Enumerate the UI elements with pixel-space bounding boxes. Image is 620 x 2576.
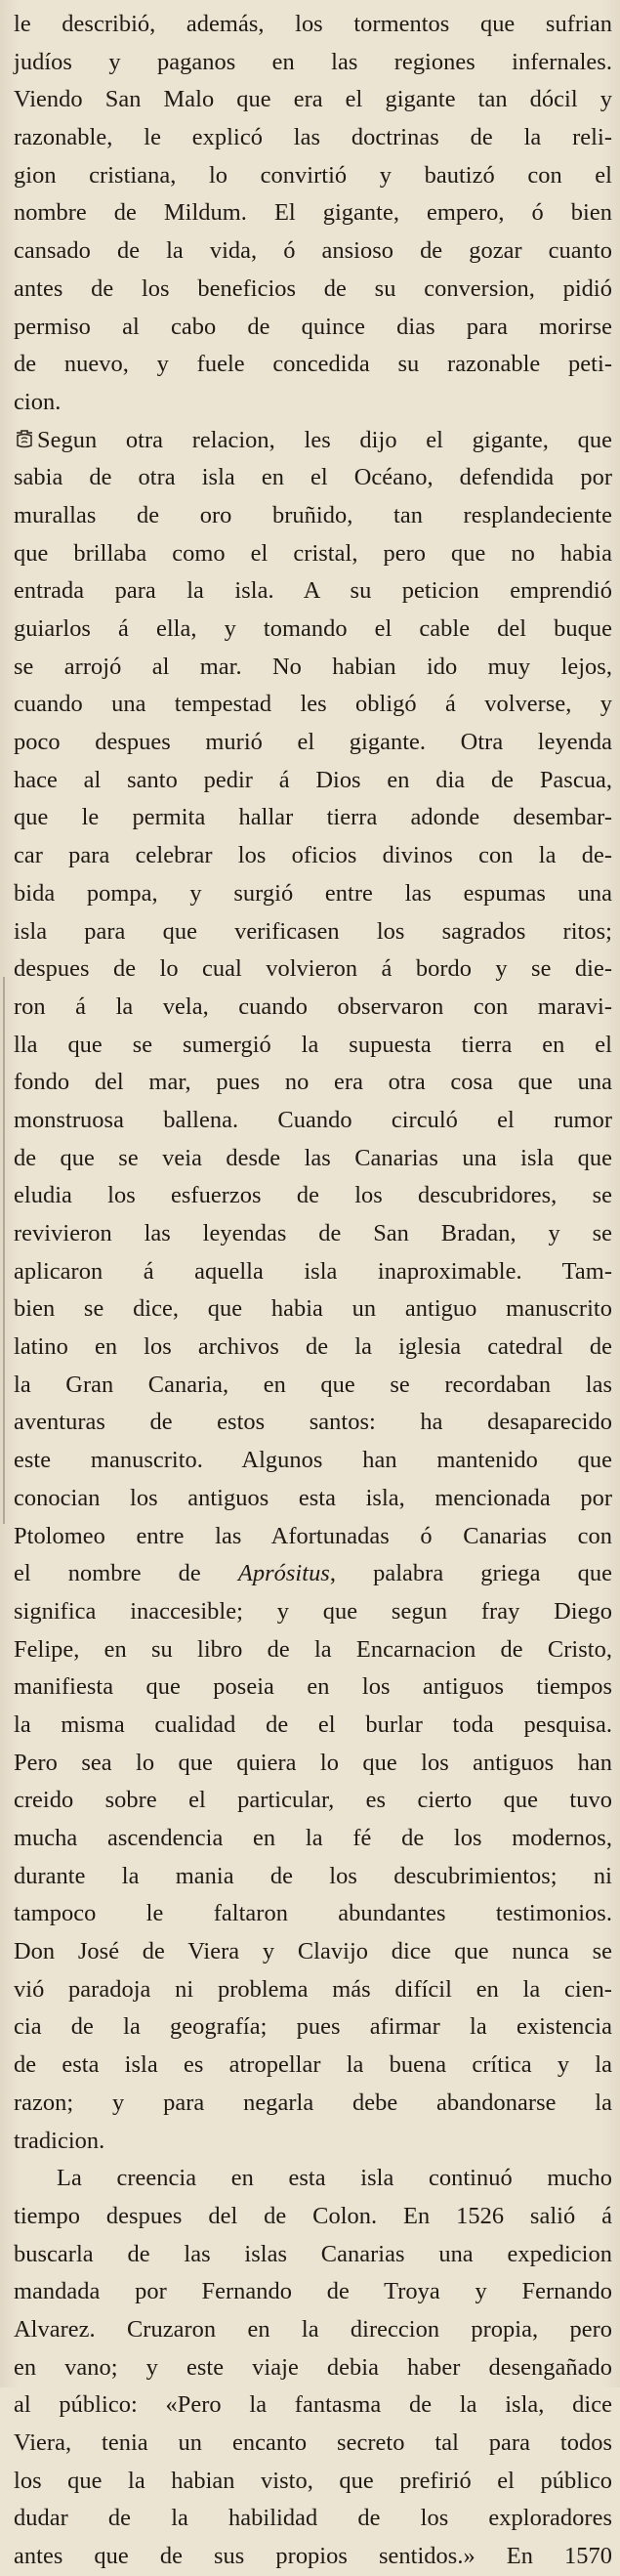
article-body <box>14 6 612 2576</box>
text-line-content: Viendo San Malo que era el gigante tan dócil y <box>14 86 612 113</box>
margin-rule <box>3 977 5 1524</box>
text-line-content: creido sobre el particular, es cierto que tuvo <box>14 1787 612 1814</box>
text-line <box>14 1745 612 1783</box>
text-line-content: fondo del mar, pues no era otra cosa que una <box>14 1069 612 1096</box>
text-line-content: durante la mania de los descubrimientos; ni <box>14 1862 612 1889</box>
text-line <box>14 1404 612 1442</box>
text-line-content: guiarlos á ella, y tomando el cable del buque <box>14 615 612 642</box>
text-line <box>14 724 612 762</box>
text-line <box>14 459 612 497</box>
text-line <box>14 2160 612 2198</box>
text-line <box>14 1593 612 1631</box>
text-line <box>14 2085 612 2123</box>
text-line-content: monstruosa ballena. Cuando circuló el rumor <box>14 1106 612 1133</box>
text-line-content: la misma cualidad de el burlar toda pesquisa. <box>14 1710 612 1738</box>
italic-term: Aprósitus <box>237 1560 330 1587</box>
text-line <box>14 1820 612 1858</box>
text-line <box>14 2123 612 2161</box>
text-line-content: judíos y paganos en las regiones infernales. <box>14 48 612 75</box>
text-line <box>14 6 612 44</box>
text-line-content: Pero sea lo que quiera lo que los antiguos han <box>14 1749 612 1776</box>
text-line <box>14 1215 612 1253</box>
text-line-content: antes de los beneficios de su conversion, pidió <box>14 274 612 302</box>
text-line <box>14 384 612 422</box>
text-line <box>14 1631 612 1669</box>
text-line-content: razonable, le explicó las doctrinas de la reli- <box>14 124 612 151</box>
text-line-content: la Gran Canaria, en que se recordaban las <box>14 1371 612 1398</box>
text-line <box>14 611 612 649</box>
text-line-content: Ptolomeo entre las Afortunadas ó Canarias con <box>14 1522 612 1549</box>
text-line-content: tampoco le faltaron abundantes testimonios. <box>14 1900 612 1927</box>
text-line-content: cansado de la vida, ó ansioso de gozar cuanto <box>14 237 612 265</box>
text-line <box>14 2349 612 2387</box>
text-line <box>14 913 612 951</box>
text-line <box>14 1707 612 1745</box>
text-line <box>14 950 612 989</box>
text-line <box>14 2008 612 2047</box>
text-line-content: razon; y para negarla debe abandonarse la <box>14 2089 612 2116</box>
text-line-content: despues de lo cual volvieron á bordo y se die- <box>14 955 612 983</box>
text-line <box>14 1253 612 1291</box>
text-line <box>14 2386 612 2425</box>
paragraph-ornament-icon <box>14 429 35 450</box>
text-line <box>14 81 612 119</box>
text-line <box>14 1971 612 2009</box>
text-line-content: buscarla de las islas Canarias una expedicion <box>14 2240 612 2267</box>
text-line-content: car para celebrar los oficios divinos con la de- <box>14 842 612 869</box>
text-line <box>14 799 612 837</box>
text-line-content: hace al santo pedir á Dios en dia de Pascua, <box>14 766 612 793</box>
text-line <box>14 649 612 687</box>
text-line <box>14 572 612 611</box>
text-line-content: La creencia en esta isla continuó mucho <box>57 2165 612 2192</box>
text-line-content: cia de la geografía; pues afirmar la existencia <box>14 2013 612 2041</box>
text-line-content: revivieron las leyendas de San Bradan, y se <box>14 1220 612 1246</box>
text-line <box>14 1668 612 1707</box>
text-line-content: permiso al cabo de quince dias para morirse <box>14 313 612 340</box>
text-line-content: aventuras de estos santos: ha desaparecido <box>14 1409 612 1436</box>
text-line-content: el nombre de Aprósitus, palabra griega que <box>14 1560 612 1587</box>
text-line <box>14 2500 612 2538</box>
text-line-content: dudar de la habilidad de los exploradores <box>14 2505 612 2532</box>
text-line-content: isla para que verificasen los sagrados ritos; <box>14 917 612 945</box>
text-line <box>14 271 612 309</box>
text-line-content: poco despues murió el gigante. Otra leyenda <box>14 729 612 756</box>
text-line-content: nombre de Mildum. El gigante, empero, ó bien <box>14 199 612 227</box>
text-line <box>14 44 612 82</box>
text-line-content: de que se veia desde las Canarias una isla que <box>14 1144 612 1171</box>
text-line-content: lla que se sumergió la supuesta tierra en el <box>14 1031 612 1058</box>
text-line-content: bida pompa, y surgió entre las espumas una <box>14 879 612 907</box>
text-line-content: tradicion. <box>14 2127 105 2154</box>
text-line <box>14 1933 612 1971</box>
text-line-content: Felipe, en su libro de la Encarnacion de Cristo, <box>14 1635 612 1663</box>
text-line-content: los que la habian visto, que prefirió el público <box>14 2467 612 2494</box>
text-line <box>14 2236 612 2274</box>
text-line <box>14 309 612 347</box>
text-line <box>14 2463 612 2501</box>
text-line-content: que le permita hallar tierra adonde desembar- <box>14 804 612 831</box>
text-line-content: murallas de oro bruñido, tan resplandeciente <box>14 501 612 528</box>
text-line <box>14 837 612 875</box>
text-line-content: Viera, tenia un encanto secreto tal para todos <box>14 2429 612 2456</box>
text-line-content: conocian los antiguos esta isla, mencionada por <box>14 1484 612 1511</box>
text-line <box>14 422 612 460</box>
text-line <box>14 535 612 573</box>
text-line-content: sabia de otra isla en el Océano, defendida por <box>14 464 612 491</box>
text-line <box>14 1367 612 1405</box>
text-line <box>14 1290 612 1329</box>
text-line-content: este manuscrito. Algunos han mantenido que <box>14 1447 612 1474</box>
text-line <box>14 1102 612 1140</box>
text-line-content: se arrojó al mar. No habian ido muy lejos, <box>14 653 612 680</box>
text-line <box>14 1064 612 1102</box>
text-line <box>14 194 612 232</box>
text-line <box>14 1027 612 1065</box>
text-line <box>14 989 612 1027</box>
text-line-content: vió paradoja ni problema más difícil en la cien- <box>14 1975 612 2003</box>
text-line-content: significa inaccesible; y que segun fray Diego <box>14 1597 612 1625</box>
text-line-content: Alvarez. Cruzaron en la direccion propia, pero <box>14 2315 612 2343</box>
text-line <box>14 2538 612 2576</box>
text-line-content: ron á la vela, cuando observaron con maravi- <box>14 992 612 1020</box>
text-line <box>14 157 612 195</box>
text-line-content: bien se dice, que habia un antiguo manuscrito <box>14 1295 612 1323</box>
text-line <box>14 1442 612 1480</box>
text-line <box>14 1177 612 1215</box>
text-line-content: mucha ascendencia en la fé de los modernos, <box>14 1825 612 1851</box>
text-line-content: aplicaron á aquella isla inaproximable. Tam- <box>14 1257 612 1285</box>
text-line-content: Don José de Viera y Clavijo dice que nunca se <box>14 1938 612 1965</box>
text-line <box>14 1329 612 1367</box>
text-line <box>14 1140 612 1178</box>
text-line-content: de nuevo, y fuele concedida su razonable peti- <box>14 351 612 378</box>
text-line <box>14 1555 612 1593</box>
text-line-content: antes que de sus propios sentidos.» En 1570 <box>14 2543 612 2570</box>
text-line-content: eludia los esfuerzos de los descubridores, se <box>14 1182 612 1209</box>
text-line <box>14 2425 612 2463</box>
text-line <box>14 1782 612 1820</box>
text-line-content: tiempo despues del de Colon. En 1526 salió á <box>14 2202 612 2229</box>
text-line-content: entrada para la isla. A su peticion emprendió <box>14 577 612 605</box>
text-line-content: que brillaba como el cristal, pero que no habia <box>14 539 612 567</box>
text-line <box>14 686 612 724</box>
text-line <box>14 2273 612 2311</box>
text-line-content: Segun otra relacion, les dijo el gigante, que <box>37 426 612 453</box>
text-line-content: cion. <box>14 388 62 415</box>
text-line-content: de esta isla es atropellar la buena crítica y la <box>14 2051 612 2079</box>
text-line-content: al público: «Pero la fantasma de la isla, dice <box>14 2391 612 2419</box>
text-line <box>14 1895 612 1933</box>
text-line <box>14 119 612 157</box>
text-line-content: cuando una tempestad les obligó á volverse, y <box>14 691 612 718</box>
text-line <box>14 1518 612 1556</box>
text-line-content: mandada por Fernando de Troya y Fernando <box>14 2278 612 2305</box>
text-line <box>14 2198 612 2236</box>
text-line-content: en vano; y este viaje debia haber desengañado <box>14 2353 612 2381</box>
text-line-content: gion cristiana, lo convirtió y bautizó con el <box>14 161 612 189</box>
text-line-content: latino en los archivos de la iglesia catedral de <box>14 1333 612 1361</box>
text-line <box>14 1858 612 1896</box>
text-line-content: manifiesta que poseia en los antiguos tiempos <box>14 1673 612 1701</box>
text-line <box>14 875 612 913</box>
text-line <box>14 2047 612 2085</box>
text-line <box>14 762 612 800</box>
text-line <box>14 497 612 535</box>
text-line <box>14 232 612 271</box>
text-line <box>14 2311 612 2349</box>
text-line-content: le describió, además, los tormentos que sufrian <box>14 11 612 37</box>
text-line <box>14 1480 612 1518</box>
text-line <box>14 346 612 384</box>
